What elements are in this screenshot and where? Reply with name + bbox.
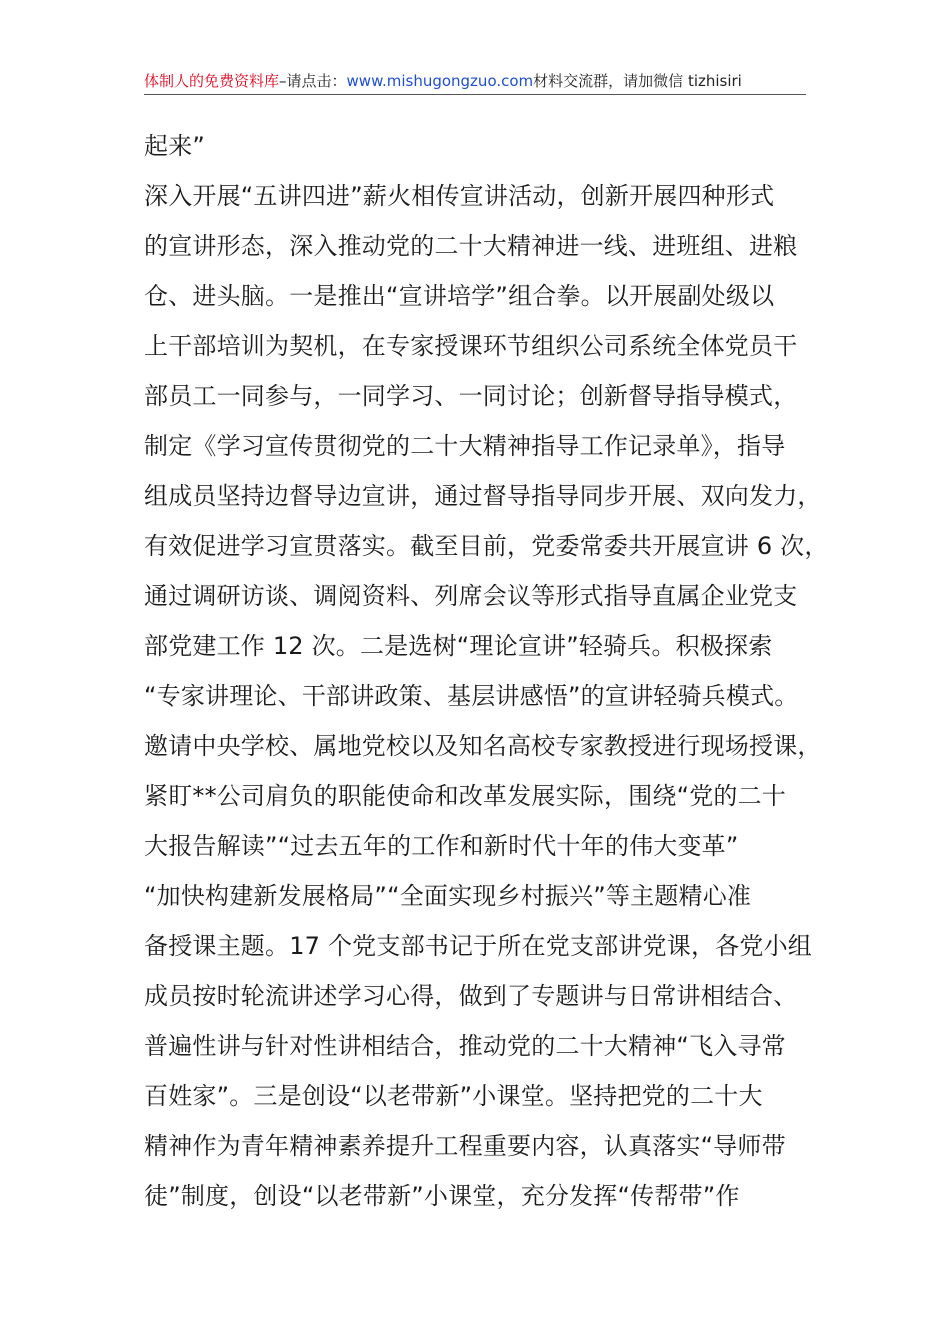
text-line: 上干部培训为契机，在专家授课环节组织公司系统全体党员干 [144,332,798,360]
text-line: 邀请中央学校、属地党校以及知名高校专家教授进行现场授课， [144,732,822,760]
text-line: 通过调研访谈、调阅资料、列席会议等形式指导直属企业党支 [144,582,798,610]
text-line: 深入开展“五讲四进”薪火相传宣讲活动，创新开展四种形式 [144,182,775,210]
text-line: “加快构建新发展格局”“全面实现乡村振兴”等主题精心准 [144,882,752,910]
text-line: “专家讲理论、干部讲政策、基层讲感悟”的宣讲轻骑兵模式。 [144,682,799,710]
page-header [144,70,806,95]
text-line: 普遍性讲与针对性讲相结合，推动党的二十大精神“飞入寻常 [144,1032,786,1060]
site-url-link[interactable]: www.mishugongzuo.com [346,72,534,90]
text-line: 成员按时轮流讲述学习心得，做到了专题讲与日常讲相结合、 [144,982,798,1010]
text-line: 紧盯**公司肩负的职能使命和改革发展实际，围绕“党的二十 [144,782,787,810]
text-line: 备授课主题。17 个党支部书记于所在党支部讲党课，各党小组 [144,932,812,960]
text-line: 部党建工作 12 次。二是选树“理论宣讲”轻骑兵。积极探索 [144,632,773,660]
text-line: 精神作为青年精神素养提升工程重要内容，认真落实“导师带 [144,1132,786,1160]
click-prompt: –请点击： [279,72,347,90]
text-line: 大报告解读”“过去五年的工作和新时代十年的伟大变革” [144,832,739,860]
document-body [144,121,829,1221]
text-line: 起来” [144,132,206,160]
contact-note: 材料交流群，请加微信 tizhisiri [533,72,742,90]
text-line: 制定《学习宣传贯彻党的二十大精神指导工作记录单》，指导 [144,432,786,460]
text-line: 有效促进学习宣贯落实。截至目前，党委常委共开展宣讲 6 次， [144,532,829,560]
site-name: 体制人的免费资料库 [144,72,280,90]
text-line: 的宣讲形态，深入推动党的二十大精神进一线、进班组、进粮 [144,232,798,260]
text-line: 组成员坚持边督导边宣讲，通过督导指导同步开展、双向发力， [144,482,822,510]
text-line: 徒”制度，创设“以老带新”小课堂，充分发挥“传帮带”作 [144,1182,740,1210]
text-line: 部员工一同参与，一同学习、一同讨论；创新督导指导模式， [144,382,798,410]
text-line: 仓、进头脑。一是推出“宣讲培学”组合拳。以开展副处级以 [144,282,775,310]
text-line: 百姓家”。三是创设“以老带新”小课堂。坚持把党的二十大 [144,1082,763,1110]
